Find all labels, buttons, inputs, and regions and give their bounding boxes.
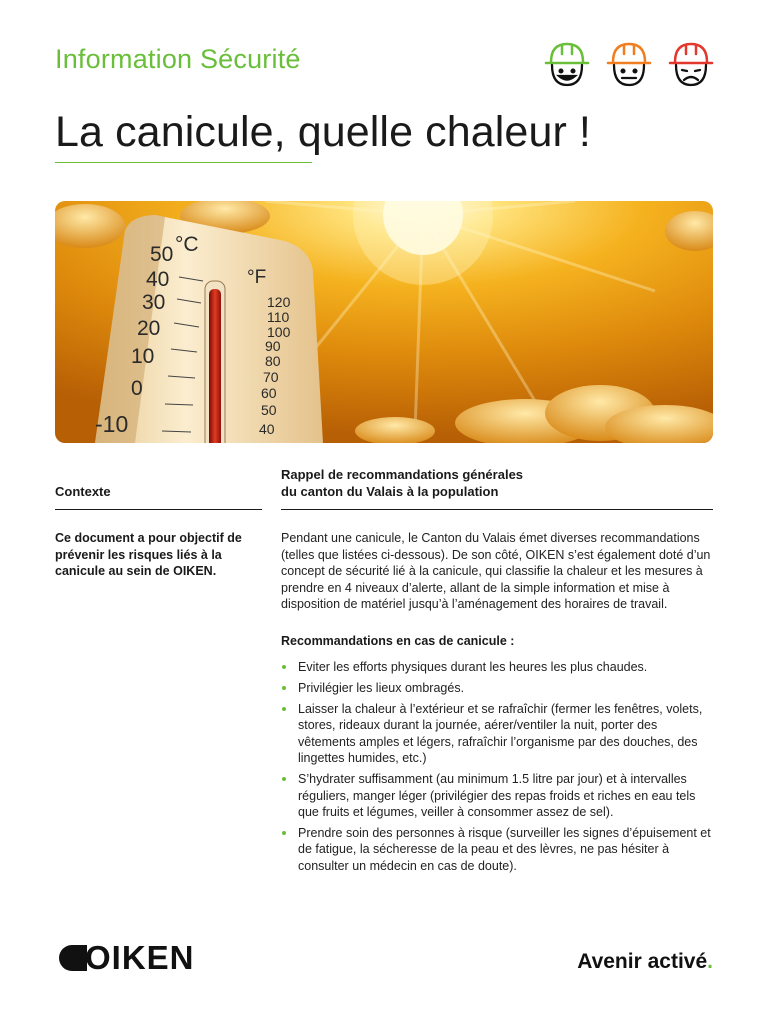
happy-helmet-icon xyxy=(543,40,591,90)
recommendations-heading: Rappel de recommandations générales du canton du Valais à la population xyxy=(281,467,524,499)
bullet-dot-icon xyxy=(282,831,286,835)
oiken-logo xyxy=(55,940,215,976)
thermo-c-label: -10 xyxy=(95,411,129,437)
thermo-c-label: 30 xyxy=(142,291,166,314)
thermo-unit-c: °C xyxy=(175,233,199,256)
list-item: Eviter les efforts physiques durant les heures les plus chaudes. xyxy=(281,659,713,675)
list-item: Laisser la chaleur à l’extérieur et se rafraîchir (fermer les fenêtres, volets, stores, rideaux durant la journée, aérer/ventiler la nuit, porter des vêtements amples et légers, rafraîchir l’organisme par des douches, des lingettes humides, etc.) xyxy=(281,701,713,766)
thermo-f-label: 100 xyxy=(267,324,291,340)
recommendations-column xyxy=(281,466,713,879)
intro-paragraph: Pendant une canicule, le Canton du Valais émet diverses recommandations (telles que listées ci-dessous). De son côté, OIKEN s’est également doté d’un concept de sécurité lié à la canicule, qui classifie la chaleur et les mesures à prendre en 4 niveaux d’alerte, allant de la simple information et mise à disposition de matériel jusqu’à l’aménagement des horaires de travail. xyxy=(281,531,711,611)
bullet-dot-icon xyxy=(282,686,286,690)
title-underline xyxy=(55,162,312,163)
thermo-f-label: 110 xyxy=(267,309,290,325)
divider xyxy=(55,509,262,510)
recommendations-subheading: Recommandations en cas de canicule : xyxy=(281,633,515,648)
page-title: La canicule, quelle chaleur ! xyxy=(55,108,591,156)
logo-mark-icon xyxy=(55,940,89,976)
thermo-c-label: 40 xyxy=(146,268,170,291)
thermo-f-label: 40 xyxy=(259,421,275,437)
thermo-c-label: 0 xyxy=(131,377,143,400)
hero-image xyxy=(55,201,713,443)
bullet-dot-icon xyxy=(282,777,286,781)
list-item: S’hydrater suffisamment (au minimum 1.5 litre par jour) et à intervalles réguliers, manger léger (privilégier des repas froids et riches en eau tels que fruits et légumes, veiller à consommer assez de sel). xyxy=(281,771,713,820)
thermo-unit-f: °F xyxy=(247,267,267,288)
thermo-f-label: 120 xyxy=(267,294,291,310)
thermo-c-label: 20 xyxy=(137,317,161,340)
recommendations-list xyxy=(281,659,713,875)
bullet-dot-icon xyxy=(282,665,286,669)
divider xyxy=(281,509,713,510)
list-item: Prendre soin des personnes à risque (surveiller les signes d’épuisement et de fatigue, la sécheresse de la peau et des lèvres, ne pas hésiter à consulter un médecin en cas de doute). xyxy=(281,825,713,874)
list-item: Privilégier les lieux ombragés. xyxy=(281,680,713,696)
thermo-c-label: 10 xyxy=(131,345,155,368)
context-lead: Ce document a pour objectif de prévenir les risques liés à la canicule au sein de OIKEN. xyxy=(55,531,242,578)
alert-level-icons xyxy=(543,40,715,90)
context-column xyxy=(55,466,262,580)
thermo-f-label: 80 xyxy=(265,353,281,369)
thermo-f-label: 60 xyxy=(261,385,277,401)
logo-wordmark: OIKEN xyxy=(85,939,195,976)
kicker-heading: Information Sécurité xyxy=(55,44,301,74)
bullet-dot-icon xyxy=(282,707,286,711)
context-heading: Contexte xyxy=(55,484,111,499)
thermo-f-label: 50 xyxy=(261,402,277,418)
sad-helmet-icon xyxy=(667,40,715,90)
neutral-helmet-icon xyxy=(605,40,653,90)
thermo-c-label: 50 xyxy=(150,243,174,266)
thermo-f-label: 70 xyxy=(263,369,279,385)
tagline: Avenir activé. xyxy=(577,950,713,973)
thermo-f-label: 90 xyxy=(265,338,281,354)
